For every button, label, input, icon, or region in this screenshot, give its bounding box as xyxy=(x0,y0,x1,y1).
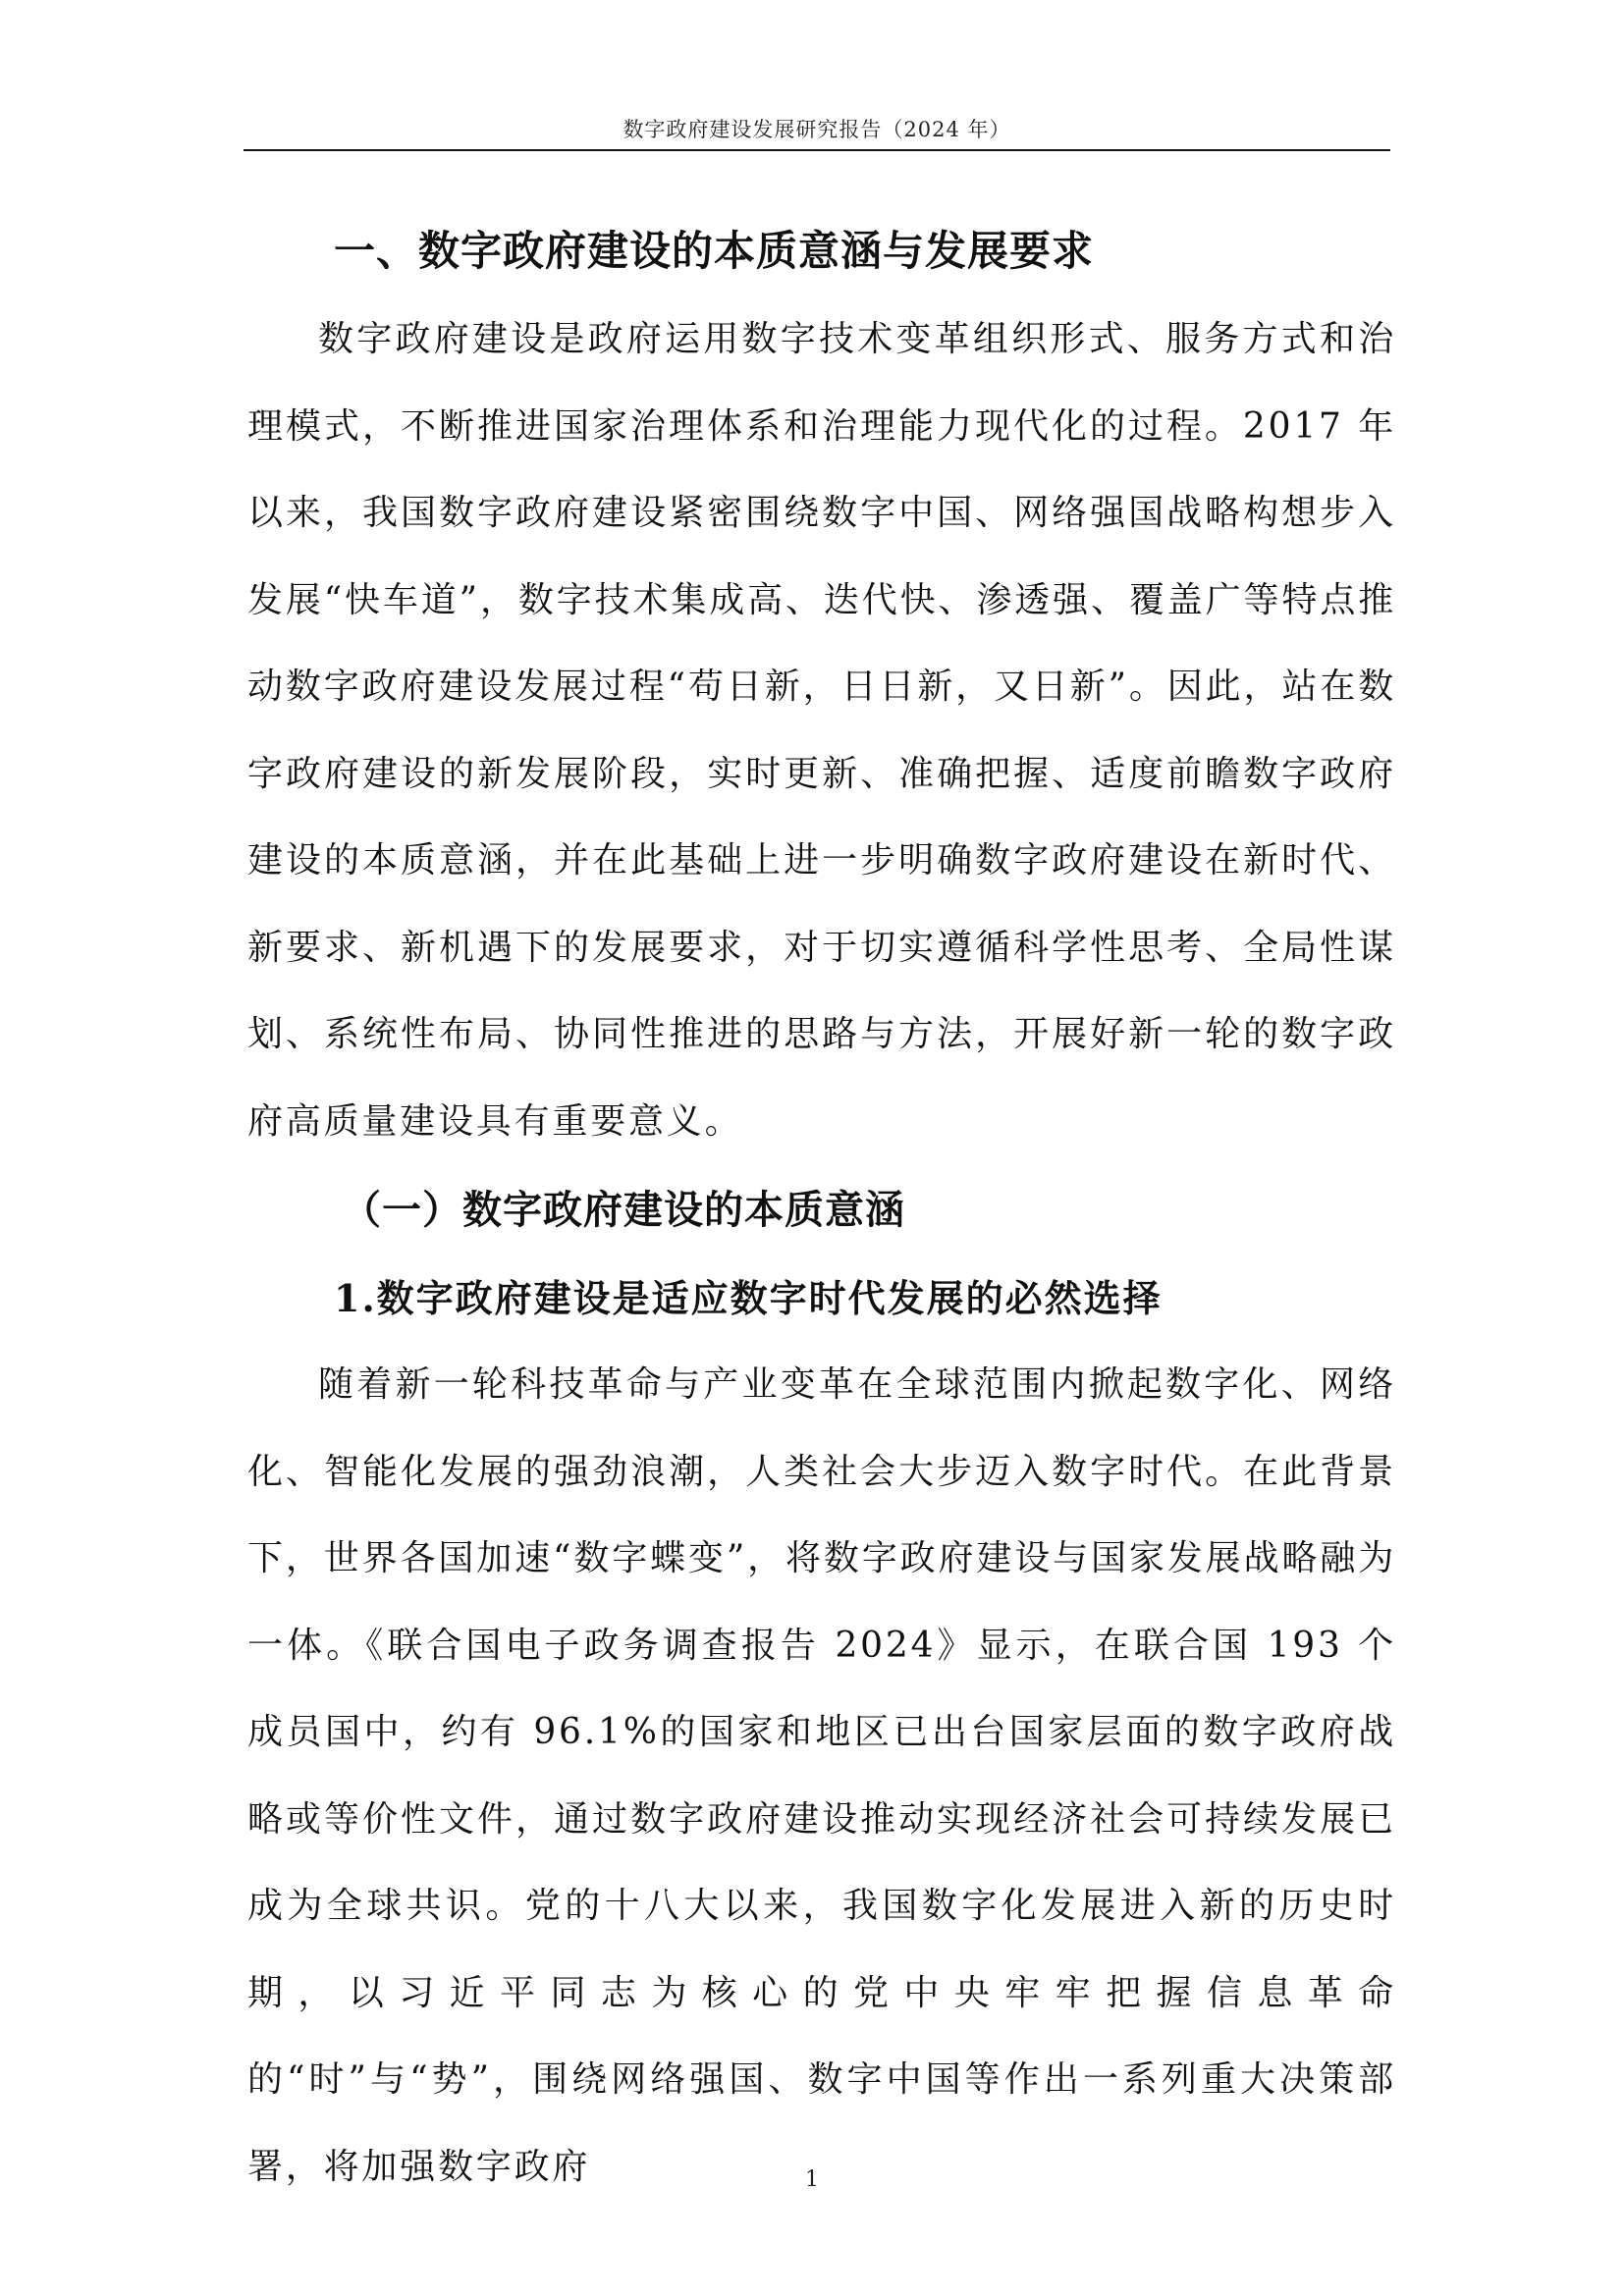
page-number: 1 xyxy=(805,2167,819,2192)
intro-paragraph: 数字政府建设是政府运用数字技术变革组织形式、服务方式和治理模式，不断推进国家治理体系和治理能力现代化的过程。2017 年以来，我国数字政府建设紧密围绕数字中国、网络强国战略构想步入发展“快车道”，数字技术集成高、迭代快、渗透强、覆盖广等特点推动数字政府建设发展过程“苟日新，日日新，又日新”。因此，站在数字政府建设的新发展阶段，实时更新、准确把握、适度前瞻数字政府建设的本质意涵，并在此基础上进一步明确数字政府建设在新时代、新要求、新机遇下的发展要求，对于切实遵循科学性思考、全局性谋划、系统性布局、协同性推进的思路与方法，开展好新一轮的数字政府高质量建设具有重要意义。 xyxy=(247,319,1396,1142)
subsection-heading: （一）数字政府建设的本质意涵 xyxy=(342,1188,905,1233)
header-rule xyxy=(244,149,1390,151)
body-paragraph: 随着新一轮科技革命与产业变革在全球范围内掀起数字化、网络化、智能化发展的强劲浪潮，人类社会大步迈入数字时代。在此背景下，世界各国加速“数字蝶变”，将数字政府建设与国家发展战略融为一体。《联合国电子政务调查报告 2024》显示，在联合国 193 个成员国中，约有 96.1%的国家和地区已出台国家层面的数字政府战略或等价性文件，通过数字政府建设推动实现经济社会可持续发展已成为全球共识。党的十八大以来，我国数字化发展进入新的历史时期，以习近平同志为核心的党中央牢牢把握信息革命的“时”与“势”，围绕网络强国、数字中国等作出一系列重大决策部署，将加强数字政府 xyxy=(247,1364,1396,2187)
running-header: 数字政府建设发展研究报告（2024 年） xyxy=(623,118,1011,141)
page-body xyxy=(247,206,1396,2211)
section-heading: 一、数字政府建设的本质意涵与发展要求 xyxy=(334,227,1095,275)
item-heading: 1.数字政府建设是适应数字时代发展的必然选择 xyxy=(334,1276,1163,1320)
